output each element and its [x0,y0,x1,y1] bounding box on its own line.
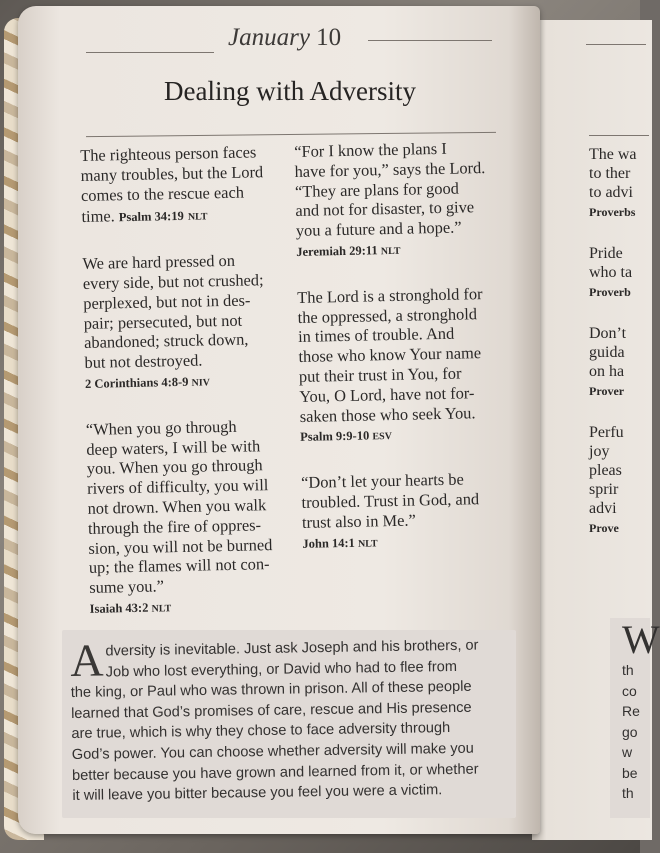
header-rule-left [86,52,214,53]
next-page-verse-reference: Proverb [589,285,631,299]
verse-line: you a future and a hope.” [295,217,462,241]
next-page-verse-line: joy [589,443,610,460]
next-page-reflection-line: w [622,744,633,760]
verse-reference-line [85,371,281,396]
verse-line: You, O Lord, have not for- [299,383,475,406]
verse-reference: 2 Corinthians 4:8-9 [84,374,189,391]
verse-line: pair; persecuted, but not [83,310,243,333]
next-page-verse-line: to advi [589,184,633,201]
next-page-verse-line: to ther [589,165,631,182]
next-page-reflection-line: th [622,662,634,678]
next-page-verse-block [589,423,649,538]
verse-line: many troubles, but the Lord [80,161,264,185]
bible-version: ESV [372,431,392,443]
next-page-verse-column [589,145,649,560]
verse-line: comes to the rescue each [80,182,245,205]
middle-verse-column [294,138,509,580]
verse-line: up; the flames will not con- [88,554,270,578]
next-page-verse-block [589,324,649,401]
header-rule-right [368,40,492,41]
next-page-header-rule [586,44,646,45]
reflection-text [70,635,513,807]
bible-version: NLT [357,537,378,550]
next-page-verse-line: Pride [589,245,623,262]
verse-reference: John 14:1 [302,535,355,551]
verse-block [301,469,509,555]
page-date [228,24,358,58]
verse-line: “Don’t let your hearts be [300,469,464,493]
next-page-verse-reference: Proverbs [589,205,636,219]
reflection-line: learned that God’s promises of care, rescue and His presence [71,699,472,722]
verse-line: every side, but not crushed; [82,270,264,293]
next-page-verse-line: guida [589,344,625,361]
next-page-verse-line: sprir [589,481,619,498]
next-page-verse-line: Perfu [589,424,624,441]
verse-line: trust also in Me.” [301,510,416,532]
next-page-verse-line: who ta [589,264,633,281]
next-page-reflection-text [622,617,660,804]
verse-line: rivers of difficulty, you will [86,475,269,499]
verse-line: those who know Your name [298,343,482,367]
verse-block [80,142,278,230]
verse-line: sion, you will not be burned [88,534,273,558]
next-page-verse-reference: Prove [589,521,619,535]
verse-line: deep waters, I will be with [86,435,261,459]
verse-line: not drown. When you walk [87,495,267,518]
left-verse-column [80,142,286,645]
verse-line: troubled. Trust in God, and [301,489,480,512]
verse-line: through the fire of oppres- [87,515,262,538]
verse-line: sume you.” [89,576,165,598]
bible-version: NLT [380,245,401,258]
verse-reference-line [300,424,506,449]
next-page-verse-block [589,145,649,222]
verse-line: put their trust in You, for [298,363,462,386]
verse-line: you. When you go through [86,455,263,479]
next-page-drop-cap: W [622,617,660,662]
verse-reference: Psalm 9:9-10 [300,428,370,445]
reflection-line: better because you have grown and learned from it, or whether [71,761,479,784]
verse-block [82,250,281,396]
next-page-verse-reference: Prover [589,384,625,398]
verse-line: The righteous person faces [80,142,257,165]
verse-line: saken those who seek You. [299,402,476,426]
verse-block [86,416,286,621]
reflection-line: dversity is inevitable. Just ask Joseph and his brothers, or [105,637,479,660]
verse-line: and not for disaster, to give [295,197,475,221]
next-page-verse-line: advi [589,500,617,517]
verse-line: abandoned; struck down, [83,329,249,353]
next-page-reflection-line: be [622,764,638,781]
reflection-line: it will leave you bitter because you feel you were a victim. [72,782,443,805]
drop-cap: A [69,634,104,686]
verse-line: in times of trouble. And [297,324,455,347]
next-page-verse-line: on ha [589,363,625,380]
next-page-reflection-line: th [622,785,634,801]
reflection-line: God’s power. You can choose whether adversity will make you [71,740,474,763]
verse-line: We are hard pressed on [82,250,236,274]
verse-block [294,138,503,264]
verse-line: the oppressed, a stronghold [297,303,478,327]
verse-line: The Lord is a stronghold for [297,283,483,307]
verse-reference-line [90,596,286,621]
next-page-verse-block [589,244,649,302]
verse-reference: Psalm 34:19 [118,209,184,225]
next-page-reflection-line: Re [622,703,640,719]
date-day: 10 [316,24,342,51]
verse-line: “When you go through [85,416,237,439]
next-page-verse-line: Don’t [589,325,627,342]
next-page-reflection-line: co [622,682,637,699]
verse-line: “For I know the plans I [294,138,447,161]
bible-version: NLT [187,211,208,224]
bible-version: NLT [151,603,172,615]
verse-line: “They are plans for good [294,178,460,201]
verse-reference-line [81,203,277,230]
next-page-reflection-line: go [622,723,638,740]
page-title: Dealing with Adversity [164,76,416,106]
date-month: January [228,24,310,51]
reflection-line: the king, or Paul who was thrown in prison. All of these people [70,678,472,702]
verse-line: but not destroyed. [84,350,203,373]
reflection-line: are true, which is why they chose to face adversity through [71,720,451,743]
verse-reference: Jeremiah 29:11 [296,243,378,259]
verse-reference: Isaiah 43:2 [89,600,149,616]
verse-line: time. [81,206,115,227]
next-page-verse-line: The wa [589,146,637,163]
next-page-title-rule [589,135,649,136]
verse-reference-line [302,530,508,555]
verse-line: have for you,” says the Lord. [294,157,486,181]
next-page-verse-line: pleas [589,462,622,479]
reflection-line: Job who lost everything, or David who had to flee from [105,658,458,681]
verse-line: perplexed, but not in des- [83,290,251,313]
verse-reference-line [296,239,502,264]
bible-version: NIV [191,377,211,389]
verse-block [297,283,506,449]
